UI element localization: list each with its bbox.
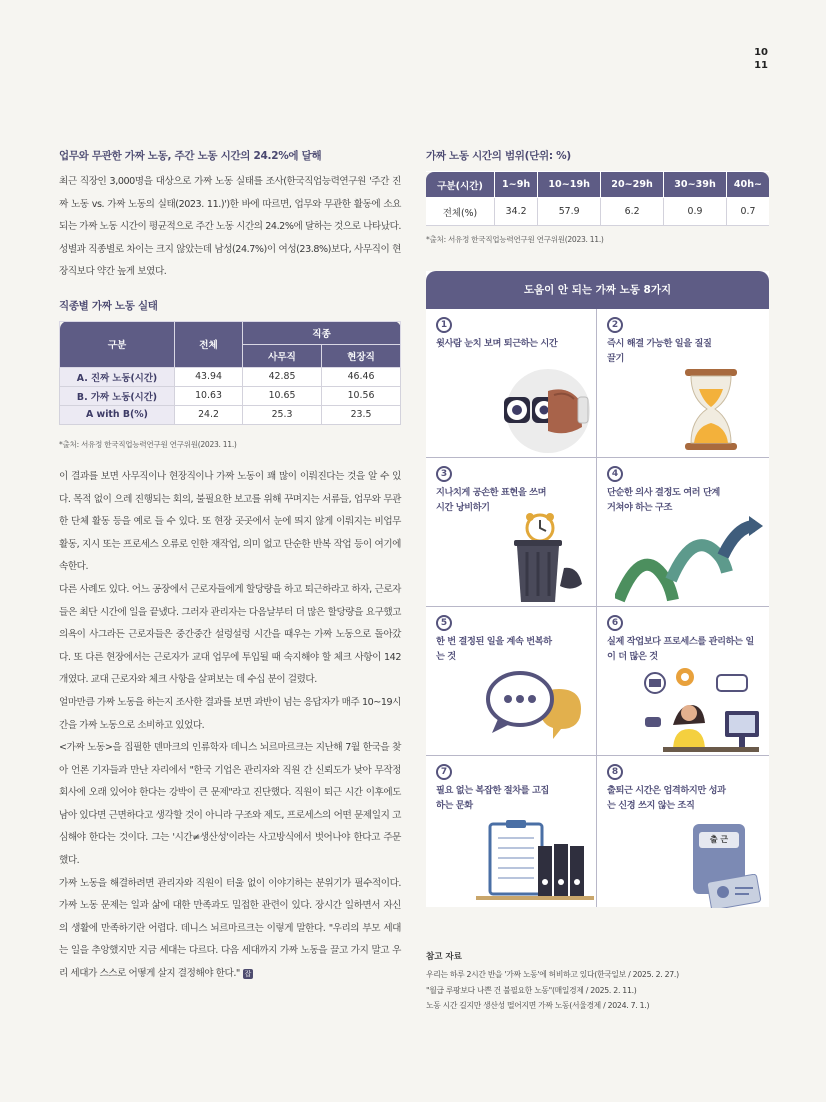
infographic-title: 도움이 안 되는 가짜 노동 8가지	[426, 271, 769, 309]
body-paragraph: <가짜 노동>을 집필한 덴마크의 인류학자 데니스 뇌르마르크는 지난해 7월 한국을 찾아 언론 기자들과 만난 자리에서 "한국 기업은 관리자와 직원 간 신뢰도가 낮아 무작정 회사에 오래 있어야 한다는 강박이 큰 문제"라고 진단했다. 직원이 퇴근 시간 이후에도 남아 있다면 근면하다고 생각할 것이 아니라 구조와 제도, 프로세스의 어떤 문제일지 고심해야 한다는 것이다. 그는 '시간≠생산성'이라는 사고방식에서 벗어나야 한다고 주문했다.	[59, 742, 401, 867]
trash-clock-icon	[510, 510, 590, 605]
final-paragraph-text: 가짜 노동을 해결하려면 관리자와 직원이 터울 없이 이야기하는 분위기가 필수적이다. 가짜 노동 문제는 일과 삶에 대한 만족과도 밀접한 관련이 있다. 장시간 일하면서 자신의 생활에 만족하기란 어렵다. 데니스 뇌르마르크는 이렇게 말한다. "우리의 부모 세대는 일을 추앙했지만 지금 세대는 다르다. 다음 세대까지 가짜 노동을 끌고 가지 말고 우리 세대가 스스로 어떻게 살지 결정해야 한다."	[59, 877, 401, 980]
item-number: 2	[607, 317, 623, 333]
table-row	[60, 367, 401, 386]
item-number: 5	[436, 615, 452, 631]
item-text: 출퇴근 시간은 엄격하지만 성과는 신경 쓰지 않는 조직	[607, 785, 726, 811]
table1-source: *출처: 서유정 한국직업능력연구원 연구위원(2023. 11.)	[59, 439, 237, 449]
table-row	[426, 198, 769, 226]
header-range: 40h~	[726, 172, 769, 198]
info-item-3	[426, 458, 597, 607]
speech-bubbles-icon	[484, 667, 584, 752]
row-label: B. 가짜 노동(시간)	[60, 386, 175, 405]
header-office: 사무직	[243, 344, 322, 367]
info-item-6	[597, 607, 769, 756]
header-category: 구분	[60, 321, 175, 367]
left-column	[59, 148, 401, 986]
page-number-left: 10	[754, 47, 768, 58]
end-mark: 잡	[244, 970, 251, 979]
cell-field: 10.56	[322, 386, 401, 405]
binoculars-icon	[498, 361, 593, 456]
item-text: 단순한 의사 결정도 여러 단계 거쳐야 하는 구조	[607, 487, 720, 513]
item-number: 7	[436, 764, 452, 780]
header-hours: 구분(시간)	[426, 172, 495, 198]
item-number: 8	[607, 764, 623, 780]
office-worker-icon	[637, 667, 767, 753]
cell-value: 0.7	[726, 198, 769, 226]
body-paragraph: 이 결과를 보면 사무직이나 현장직이나 가짜 노동이 꽤 많이 이뤄진다는 것을 알 수 있다. 목적 없이 으레 진행되는 회의, 불필요한 보고를 위해 꾸며지는 서류들, 업무와 무관한 단체 활동 등을 예로 들 수 있다. 또 현장 곳곳에서 눈에 띄지 않게 이뤄지는 비업무 활동, 지시 또는 프로세스 오류로 인한 재작업, 의미 없고 단순한 반복 작업 등이 여기에 속한다.	[59, 470, 401, 573]
cell-value: 6.2	[601, 198, 664, 226]
reference-item: 노동 시간 길지만 생산성 떨어지면 가짜 노동(서울경제 / 2024. 7. 1.)	[426, 1001, 650, 1010]
cell-total: 10.63	[175, 386, 243, 405]
cell-field: 46.46	[322, 367, 401, 386]
cell-total: 24.2	[175, 405, 243, 424]
info-item-8	[597, 756, 769, 907]
infographic-box	[426, 271, 769, 907]
header-range: 10~19h	[538, 172, 601, 198]
page-numbers	[754, 46, 768, 72]
documents-icon	[476, 820, 594, 902]
header-total: 전체	[175, 321, 243, 367]
row-label: A with B(%)	[60, 405, 175, 424]
rising-arrows-icon	[615, 514, 765, 604]
row-label: A. 진짜 노동(시간)	[60, 367, 175, 386]
info-item-7	[426, 756, 597, 907]
table-row	[60, 405, 401, 424]
intro-paragraph: 최근 직장인 3,000명을 대상으로 가짜 노동 실태를 조사(한국직업능력연구원 '주간 진짜 노동 vs. 가짜 노동의 실태(2023. 11.)')한 바에 따르면, 업무와 무관한 활동에 소요되는 가짜 노동 시간이 평균적으로 주간 노동 시간의 24.2%에 달하는 것으로 나타났다. 성별과 직종별로 차이는 크지 않았는데 남성(24.7%)이 여성(23.8%)보다, 사무직이 현장직보다 약간 높게 보였다.	[59, 176, 401, 278]
header-range: 30~39h	[664, 172, 727, 198]
cell-total: 43.94	[175, 367, 243, 386]
sign-label: 출 근	[699, 832, 739, 848]
references-title: 참고 자료	[426, 952, 462, 962]
cell-value: 34.2	[495, 198, 538, 226]
item-text: 즉시 해결 가능한 일을 질질 끌기	[607, 338, 712, 364]
job-type-table	[59, 321, 401, 425]
body-paragraph: 다른 사례도 있다. 어느 공장에서 근로자들에게 할당량을 하고 퇴근하라고 하자, 근로자들은 최단 시간에 일을 끝냈다. 그러자 관리자는 다음날부터 더 많은 할당량을 요구했고 의욕이 사그라든 근로자들은 중간중간 설렁설렁 시간을 때우는 가짜 노동으로 돌아갔다. 또 다른 현장에서는 근로자가 교대 업무에 투입될 때 숙지해야 할 체크 사항이 142개였다. 교대 근로자와 체크 사항을 살펴보는 데 수십 분이 걸렸다.	[59, 583, 401, 686]
hourglass-icon	[681, 367, 741, 453]
cell-value: 57.9	[538, 198, 601, 226]
table-row	[60, 386, 401, 405]
body-paragraph	[59, 873, 401, 986]
references	[426, 950, 769, 1014]
item-number: 1	[436, 317, 452, 333]
item-text: 실제 작업보다 프로세스를 관리하는 일이 더 많은 것	[607, 636, 754, 662]
item-text: 윗사람 눈치 보며 퇴근하는 시간	[436, 338, 558, 349]
info-item-1	[426, 309, 597, 458]
infographic-grid	[426, 309, 769, 907]
item-text: 한 번 결정된 일을 계속 번복하는 것	[436, 636, 552, 662]
cell-field: 23.5	[322, 405, 401, 424]
header-range: 1~9h	[495, 172, 538, 198]
page-number-right: 11	[754, 60, 768, 71]
row-label: 전체(%)	[426, 198, 495, 226]
info-item-5	[426, 607, 597, 756]
reference-item: 우리는 하루 2시간 반을 '가짜 노동'에 허비하고 있다(한국일보 / 2025. 2. 27.)	[426, 970, 679, 979]
header-job-group: 직종	[243, 321, 401, 344]
item-number: 6	[607, 615, 623, 631]
section-heading: 업무와 무관한 가짜 노동, 주간 노동 시간의 24.2%에 달해	[59, 150, 322, 162]
item-text: 지나치게 공손한 표현을 쓰며 시간 낭비하기	[436, 487, 547, 513]
info-item-2	[597, 309, 769, 458]
item-number: 3	[436, 466, 452, 482]
right-column	[426, 148, 769, 245]
cell-office: 25.3	[243, 405, 322, 424]
header-field: 현장직	[322, 344, 401, 367]
table2-title: 가짜 노동 시간의 범위(단위: %)	[426, 150, 571, 162]
info-item-4	[597, 458, 769, 607]
table2-source: *출처: 서유정 한국직업능력연구원 연구위원(2023. 11.)	[426, 235, 604, 244]
header-range: 20~29h	[601, 172, 664, 198]
hours-range-table	[426, 171, 769, 226]
table1-title: 직종별 가짜 노동 실태	[59, 299, 158, 312]
reference-item: "월급 루팡보다 나쁜 건 불필요한 노동"(매일경제 / 2025. 2. 11.)	[426, 985, 637, 995]
item-text: 필요 없는 복잡한 절차를 고집하는 문화	[436, 785, 549, 811]
item-number: 4	[607, 466, 623, 482]
cell-value: 0.9	[664, 198, 727, 226]
cell-office: 42.85	[243, 367, 322, 386]
cell-office: 10.65	[243, 386, 322, 405]
id-card-icon	[707, 874, 763, 908]
body-paragraph: 얼마만큼 가짜 노동을 하는지 조사한 결과를 보면 과반이 넘는 응답자가 매주 10~19시간을 가짜 노동으로 소비하고 있었다.	[59, 696, 401, 731]
